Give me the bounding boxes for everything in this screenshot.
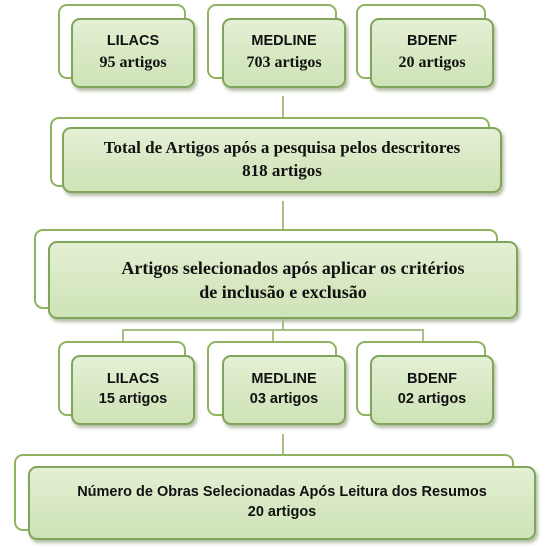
connector-bottom-center xyxy=(272,329,274,341)
medline-bottom-name: MEDLINE xyxy=(251,371,317,388)
selected-line1: Artigos selecionados após aplicar os critérios xyxy=(121,257,465,278)
connector-top-total xyxy=(282,96,284,117)
bdenf-bottom-name: BDENF xyxy=(407,371,457,388)
medline-top-count: 703 artigos xyxy=(246,53,322,71)
connector-bottom-left xyxy=(122,329,124,341)
final-line1: Número de Obras Selecionadas Após Leitura dos Resumos xyxy=(77,484,487,501)
selected-line2: de inclusão e exclusão xyxy=(199,282,367,302)
connector-total-selected xyxy=(282,201,284,229)
lilacs-bottom-count: 15 artigos xyxy=(98,391,168,407)
connector-bottom-final xyxy=(282,434,284,454)
selected-box xyxy=(48,241,518,319)
bdenf-top-name: BDENF xyxy=(407,33,457,50)
medline-bottom-box xyxy=(222,355,346,425)
total-line2: 818 artigos xyxy=(242,161,322,180)
total-line1: Total de Artigos após a pesquisa pelos descritores xyxy=(103,138,461,158)
total-box xyxy=(62,127,502,193)
bdenf-bottom-box xyxy=(370,355,494,425)
medline-top-name: MEDLINE xyxy=(251,33,317,50)
connector-bottom-right xyxy=(422,329,424,341)
final-line2: 20 artigos xyxy=(247,504,317,520)
medline-top-box xyxy=(222,18,346,88)
medline-bottom-count: 03 artigos xyxy=(249,391,319,407)
lilacs-bottom-name: LILACS xyxy=(106,371,160,388)
final-box xyxy=(28,466,536,540)
bdenf-top-box xyxy=(370,18,494,88)
lilacs-top-box xyxy=(71,18,195,88)
bdenf-bottom-count: 02 artigos xyxy=(397,391,467,407)
lilacs-top-count: 95 artigos xyxy=(99,53,167,71)
lilacs-top-name: LILACS xyxy=(106,33,160,50)
lilacs-bottom-box xyxy=(71,355,195,425)
bdenf-top-count: 20 artigos xyxy=(398,53,466,71)
